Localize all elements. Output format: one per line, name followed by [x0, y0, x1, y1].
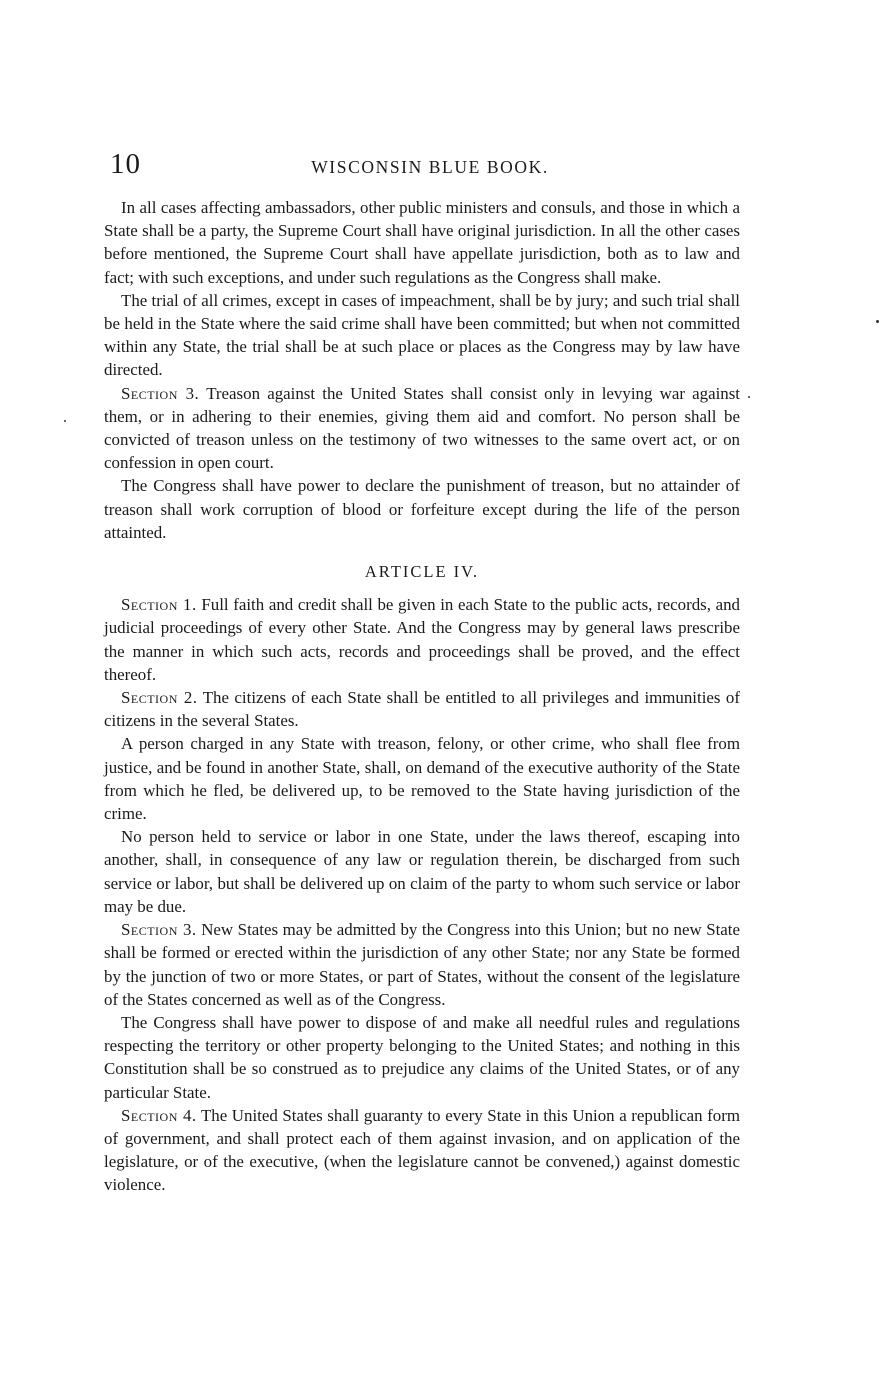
paragraph-full-faith-and-credit: [104, 593, 740, 686]
paragraph-republican-government: [104, 1104, 740, 1197]
paragraph-text: A person charged in any State with treason, felony, or other crime, who shall flee from justice, and be found in another State, shall, on demand of the executive authority of the State from which he fled, be delivered up, to be removed to the State having jurisdiction of the crime.: [104, 734, 740, 824]
paragraph-text: The Congress shall have power to dispose of and make all needful rules and regulations respecting the territory or other property belonging to the United States; and nothing in this Constitution shall be so construed as to prejudice any claims of the United States, or of any particular State.: [104, 1012, 740, 1102]
paragraph-punishment-of-treason: [104, 474, 740, 544]
paragraph-trial-by-jury: [104, 289, 740, 382]
page-header: [110, 148, 750, 182]
paragraph-text: The citizens of each State shall be entitled to all privileges and immunities of citizens in the several States.: [104, 688, 740, 731]
paragraph-text: Full faith and credit shall be given in each State to the public acts, records, and judicial proceedings of every other State. And the Congress may by general laws prescribe the manner in which such acts, records and proceedings shall be proved, and the effect thereof.: [104, 595, 740, 684]
paragraph-text: The Congress shall have power to declare the punishment of treason, but no attainder of treason shall work corruption of blood or forfeiture except during the life of the person attainted.: [104, 476, 740, 542]
paragraph-service-or-labor: [104, 825, 740, 918]
body-text: [104, 196, 740, 1197]
article-iii-continued: [104, 196, 740, 544]
paragraph-privileges-and-immunities: [104, 686, 740, 732]
paragraph-text: The United States shall guaranty to every State in this Union a republican form of government, and shall protect each of them against invasion, and on application of the legislature, or of the executive, (when the legislature cannot be convened,) against domestic violence.: [104, 1105, 741, 1195]
paragraph-new-states: [104, 918, 740, 1011]
paragraph-original-jurisdiction: [104, 196, 740, 289]
article-iv: [104, 593, 740, 1196]
paragraph-text: Treason against the United States shall consist only in levying war against them, or in adhering to their enemies, giving them aid and comfort. No person shall be convicted of treason unless on the testimony of two witnesses to the same overt act, or on confession in open court.: [104, 383, 741, 473]
scan-speck: [876, 320, 879, 323]
paragraph-treason: [104, 382, 740, 475]
paragraph-territory: [104, 1011, 740, 1104]
paragraph-text: New States may be admitted by the Congress into this Union; but no new State shall be formed or erected within the jurisdiction of any other State; nor any State be formed by the junction of two or more States, or part of States, without the consent of the legislature of the States concerned as well as of the Congress.: [104, 920, 740, 1009]
section-label: Section 4.: [121, 1105, 197, 1125]
paragraph-text: No person held to service or labor in one State, under the laws thereof, escaping into another, shall, in consequence of any law or regulation therein, be discharged from such service or labor, but shall be delivered up on claim of the party to whom such service or labor may be due.: [104, 827, 740, 916]
article-heading: ARTICLE IV.: [364, 562, 480, 582]
section-label: Section 2.: [121, 688, 198, 708]
paragraph-text: The trial of all crimes, except in cases of impeachment, shall be by jury; and such trial shall be held in the State where the said crime shall have been committed; but when not committed within any State, the trial shall be at such place or places as the Congress may by law have directed.: [104, 290, 740, 380]
scan-speck: [748, 396, 750, 398]
paragraph-extradition: [104, 732, 740, 825]
section-label: Section 3.: [121, 383, 200, 403]
scan-speck: [64, 420, 66, 422]
section-label: Section 1.: [121, 595, 197, 615]
paragraph-text: In all cases affecting ambassadors, other public ministers and consuls, and those in which a State shall be a party, the Supreme Court shall have original jurisdiction. In all the other cases before mentioned, the Supreme Court shall have appellate jurisdiction, both as to law and fact; with such exceptions, and under such regulations as the Congress shall make.: [104, 198, 740, 287]
section-label: Section 3.: [121, 920, 197, 940]
page-number: 10: [110, 148, 141, 180]
running-title: WISCONSIN BLUE BOOK.: [311, 157, 549, 177]
